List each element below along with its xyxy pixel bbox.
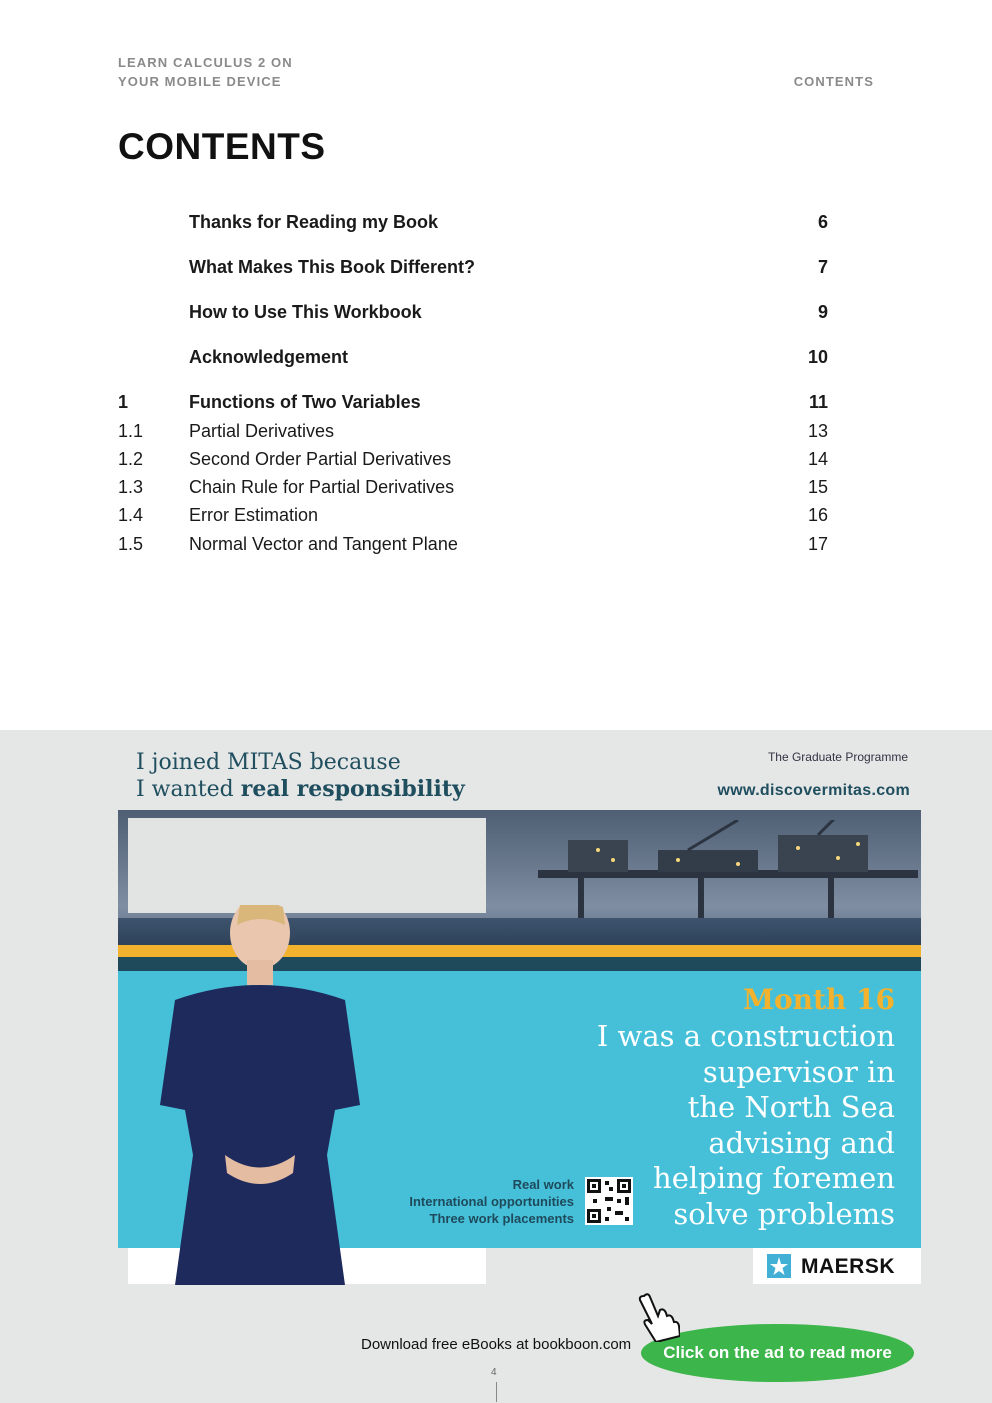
toc-number: 1.2: [118, 449, 144, 469]
maersk-logo: [753, 1248, 921, 1284]
toc-page: 6: [817, 212, 828, 232]
toc-label: Chain Rule for Partial Derivatives: [189, 477, 455, 497]
toc-label: Acknowledgement: [189, 347, 349, 367]
toc-entry[interactable]: [118, 417, 828, 445]
toc-label: What Makes This Book Different?: [189, 257, 476, 277]
toc-entry[interactable]: [118, 501, 828, 529]
testimonial-line: helping foremen: [653, 1161, 895, 1195]
toc-page: 14: [807, 449, 828, 469]
toc-entry[interactable]: [118, 473, 828, 501]
toc-number: 1.1: [118, 421, 144, 441]
ad-headline-emphasis: real responsibility: [240, 776, 465, 802]
toc-entry[interactable]: [118, 208, 828, 236]
toc-entry[interactable]: [118, 253, 828, 281]
ad-headline-pre: I wanted: [136, 777, 241, 802]
toc-number: 1: [118, 392, 129, 412]
perk-item: Real work: [512, 1177, 574, 1192]
perk-item: Three work placements: [429, 1211, 574, 1226]
toc-page: 10: [807, 347, 828, 367]
toc-page: 13: [807, 421, 828, 441]
hand-pointer-icon: [636, 1292, 680, 1342]
ad-headline-line-2: [136, 776, 465, 803]
qr-code-icon[interactable]: [585, 1177, 633, 1225]
maersk-star-icon: [767, 1254, 791, 1278]
header-line-1: LEARN CALCULUS 2 ON: [118, 55, 293, 70]
toc-page: 15: [807, 477, 828, 497]
testimonial-line: supervisor in: [702, 1054, 895, 1089]
toc-number: 1.4: [118, 505, 144, 525]
toc-label: Functions of Two Variables: [189, 392, 421, 412]
testimonial-line: advising and: [708, 1125, 895, 1160]
toc-entry[interactable]: [118, 388, 828, 416]
month-label: Month 16: [742, 983, 895, 1016]
toc-label: Thanks for Reading my Book: [189, 212, 439, 232]
toc-label: Partial Derivatives: [189, 421, 335, 441]
blank-panel: [128, 818, 486, 913]
header-line-2: YOUR MOBILE DEVICE: [118, 74, 282, 89]
perks-list: [409, 1176, 574, 1227]
toc-page: 7: [817, 257, 828, 277]
toc-label: Normal Vector and Tangent Plane: [189, 534, 458, 554]
toc-page: 17: [807, 534, 828, 554]
testimonial-line: I was a construction: [596, 1019, 895, 1053]
graduate-programme-label: The Graduate Programme: [767, 750, 908, 764]
page-title: CONTENTS: [118, 126, 326, 167]
maersk-wordmark: MAERSK: [801, 1255, 896, 1278]
toc-page: 16: [807, 505, 828, 525]
oil-rig-illustration: [538, 820, 918, 920]
toc-entry[interactable]: [118, 343, 828, 371]
toc-number: 1.3: [118, 477, 144, 497]
testimonial-line: the North Sea: [687, 1090, 895, 1124]
toc-entry[interactable]: [118, 445, 828, 473]
read-more-button[interactable]: Click on the ad to read more: [641, 1324, 914, 1382]
ad-headline-line-1: I joined MITAS because: [136, 750, 401, 775]
running-header-left: [118, 53, 293, 91]
toc-page: 9: [817, 302, 828, 322]
toc-number: 1.5: [118, 534, 144, 554]
mitas-advertisement[interactable]: [0, 730, 992, 1403]
download-text[interactable]: Download free eBooks at bookboon.com: [361, 1336, 632, 1353]
toc-entry[interactable]: [118, 530, 828, 558]
perk-item: International opportunities: [409, 1194, 574, 1209]
page-number: 4: [491, 1367, 497, 1378]
toc-entry[interactable]: [118, 298, 828, 326]
toc-label: Error Estimation: [189, 505, 319, 525]
ad-url-link[interactable]: www.discovermitas.com: [717, 782, 910, 799]
testimonial-line: solve problems: [673, 1196, 895, 1231]
running-header-right: CONTENTS: [793, 74, 874, 89]
page-divider: [496, 1382, 497, 1402]
toc-label: How to Use This Workbook: [189, 302, 422, 322]
toc-page: 11: [808, 392, 828, 412]
woman-photo: [145, 905, 375, 1285]
toc-label: Second Order Partial Derivatives: [189, 449, 452, 469]
